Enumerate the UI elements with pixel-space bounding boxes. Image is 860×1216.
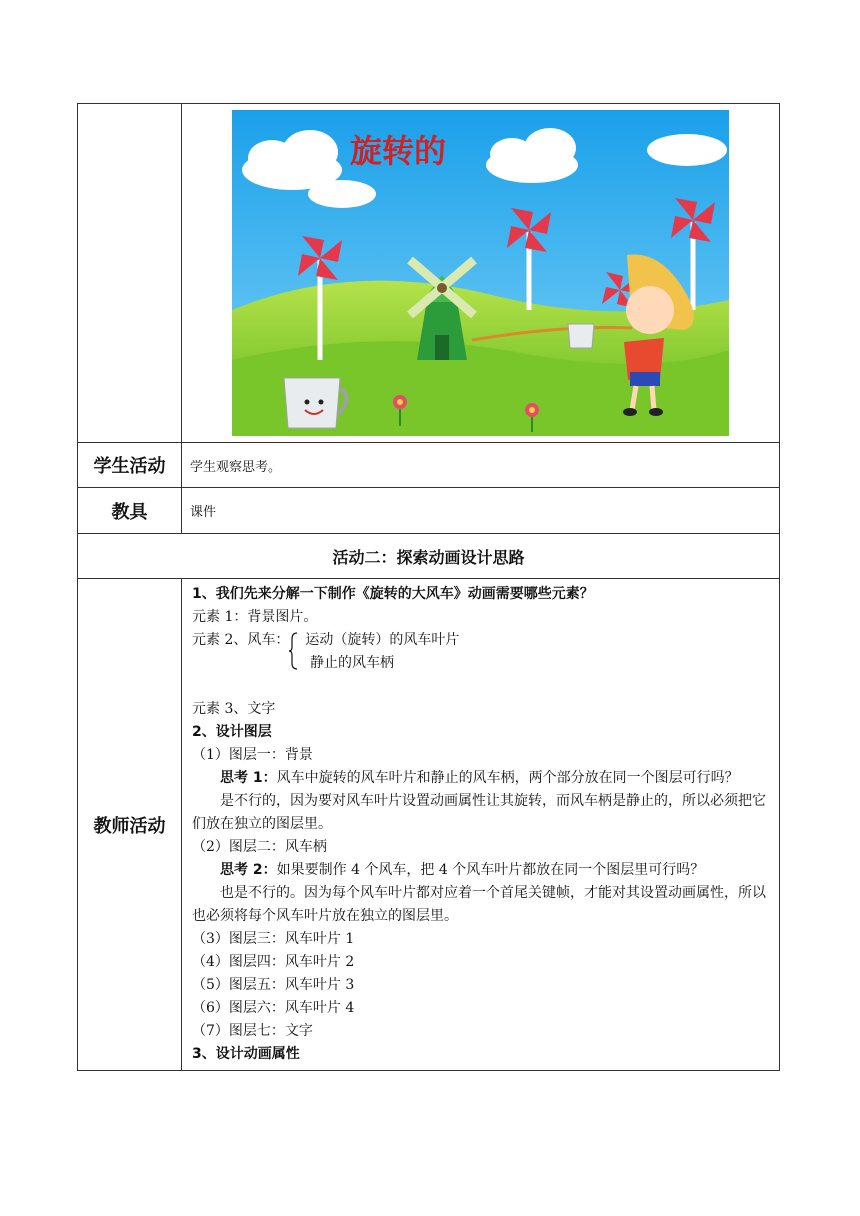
heading-3: 3、设计动画属性 [192,1046,300,1062]
student-activity-text: 学生观察思考。 [182,443,780,488]
teaching-tools-label: 教具 [78,488,182,534]
teacher-activity-content [182,579,780,1071]
layer-2: （2）图层二：风车柄 [192,839,327,855]
heading-2: 2、设计图层 [192,724,272,740]
element-2-part-b: 静止的风车柄 [310,655,394,671]
teacher-activity-label: 教师活动 [78,579,182,1071]
layer-7: （7）图层七：文字 [192,1023,313,1039]
image-row-blank-cell [78,104,182,443]
layer-3: （3）图层三：风车叶片 1 [192,931,355,947]
section-title-row [78,534,780,579]
image-title-text: 旋转的 [350,132,447,170]
element-3: 元素 3、文字 [192,701,276,717]
lesson-table [77,103,780,1071]
brace-icon [288,631,298,671]
layer-5: （5）图层五：风车叶片 3 [192,977,355,993]
layer-6: （6）图层六：风车叶片 4 [192,1000,355,1016]
element-1: 元素 1：背景图片。 [192,609,318,625]
layer-4: （4）图层四：风车叶片 2 [192,954,355,970]
image-cell [182,104,780,443]
image-row [78,104,780,443]
windmill-scene-illustration [232,110,729,436]
think-2-answer: 也是不行的。因为每个风车叶片都对应着一个首尾关键帧，才能对其设置动画属性，所以也必须将每个风车叶片放在独立的图层里。 [192,885,766,924]
teaching-tools-row [78,488,780,534]
section-title: 活动二：探索动画设计思路 [78,534,780,579]
think-2-question: 如果要制作 4 个风车，把 4 个风车叶片都放在同一个图层里可行吗？ [276,862,705,878]
element-2-group [192,629,773,675]
layer-1: （1）图层一：背景 [192,747,313,763]
heading-1: 1、我们先来分解一下制作《旋转的大风车》动画需要哪些元素？ [192,586,594,602]
student-activity-row [78,443,780,488]
think-1-answer: 是不行的，因为要对风车叶片设置动画属性让其旋转，而风车柄是静止的，所以必须把它们放在独立的图层里。 [192,793,766,832]
teaching-tools-text: 课件 [182,488,780,534]
student-activity-label: 学生活动 [78,443,182,488]
think-2-label: 思考 2： [220,862,277,878]
element-2-part-a: 运动（旋转）的风车叶片 [305,632,460,648]
teacher-activity-row [78,579,780,1071]
element-2: 元素 2、风车： [192,632,290,648]
think-1-label: 思考 1： [220,770,277,786]
think-1-question: 风车中旋转的风车叶片和静止的风车柄，两个部分放在同一个图层可行吗？ [276,770,739,786]
